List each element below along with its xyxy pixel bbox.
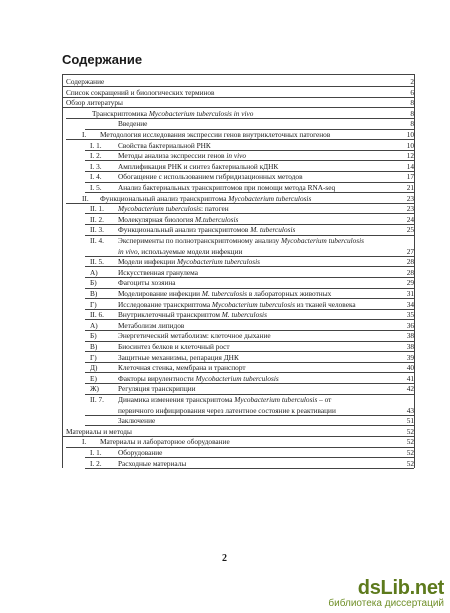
toc-entry-title: Расходные материалы bbox=[118, 458, 187, 468]
toc-entry-number: I. bbox=[82, 437, 87, 447]
toc-entry-number: I. 4. bbox=[90, 172, 102, 182]
toc-entry-number: I. bbox=[82, 130, 87, 139]
toc-entry-title: Защитные механизмы, репарация ДНК bbox=[118, 352, 239, 362]
toc-entry-title: Клеточная стенка, мембрана и транспорт bbox=[118, 363, 246, 373]
toc-entry-title: Метаболизм липидов bbox=[118, 320, 185, 330]
toc-entry-page: 14 bbox=[406, 161, 414, 171]
page-number: 2 bbox=[222, 553, 227, 564]
toc-entry-title: Материалы и лабораторное оборудование bbox=[100, 437, 230, 447]
toc-entry-title: Mycobacterium tuberculosis: патоген bbox=[118, 204, 229, 214]
rule-line-vertical bbox=[414, 74, 415, 468]
toc-entry-page: 36 bbox=[406, 320, 414, 330]
toc-entry-number: Г) bbox=[90, 352, 97, 362]
toc-entry-number: II. 7. bbox=[90, 395, 104, 404]
toc-entry-number: II. bbox=[82, 193, 89, 203]
toc-entry-page: 10 bbox=[406, 130, 414, 139]
rule-line bbox=[62, 74, 414, 75]
toc-entry-title: Список сокращений и биологических терминов bbox=[66, 87, 215, 97]
toc-entry-number: II. 4. bbox=[90, 236, 104, 245]
page-title: Содержание bbox=[62, 52, 143, 67]
toc-entry-title: Содержание bbox=[66, 77, 105, 86]
toc-entry-page: 8 bbox=[410, 108, 414, 118]
toc-entry-number: II. 3. bbox=[90, 225, 104, 235]
toc-entry-number: I. 2. bbox=[90, 151, 102, 161]
toc-entry-number: Ж) bbox=[90, 384, 99, 394]
toc-entry-page: 42 bbox=[406, 384, 414, 394]
toc-entry-title: Функциональный анализ транскриптомов M. tuberculosis bbox=[118, 225, 296, 235]
toc-entry-number: Б) bbox=[90, 331, 97, 341]
toc-entry-page: 31 bbox=[406, 289, 414, 298]
toc-entry-number: Е) bbox=[90, 373, 97, 383]
toc-entry-page: 12 bbox=[406, 151, 414, 161]
watermark bbox=[328, 577, 444, 609]
watermark-logo: dsLib.net bbox=[357, 577, 444, 599]
toc-entry-number: II. 6. bbox=[90, 310, 104, 320]
toc-entry-number: I. 3. bbox=[90, 161, 102, 171]
toc-entry-title: Модели инфекции Mycobacterium tuberculosis bbox=[118, 257, 260, 267]
toc-entry-number: II. 1. bbox=[90, 204, 104, 214]
toc-entry[interactable] bbox=[0, 236, 450, 257]
toc-entry-number: I. 2. bbox=[90, 458, 102, 468]
toc-entry-title: Функциональный анализ транскриптома Mycobacterium tuberculosis bbox=[100, 193, 312, 203]
toc-entry-number: А) bbox=[90, 320, 98, 330]
toc-entry-page: 35 bbox=[406, 310, 414, 320]
toc-entry-number: А) bbox=[90, 267, 98, 277]
toc-entry-page: 41 bbox=[406, 373, 414, 383]
toc-entry-page: 25 bbox=[406, 225, 414, 235]
toc-entry-page: 52 bbox=[406, 426, 414, 436]
toc-entry-page: 38 bbox=[406, 331, 414, 341]
toc-entry-page: 29 bbox=[406, 278, 414, 288]
toc-entry-page: 52 bbox=[406, 448, 414, 457]
toc-entry-page: 21 bbox=[406, 183, 414, 192]
toc-entry-title: Внутриклеточный транскриптом M. tuberculosis bbox=[118, 310, 267, 320]
toc-entry-page: 23 bbox=[406, 193, 414, 203]
toc-entry-number: I. 1. bbox=[90, 448, 102, 457]
toc-entry-page: 28 bbox=[406, 257, 414, 267]
toc-entry-number: Б) bbox=[90, 278, 97, 288]
toc-entry-title: Исследование транскриптома Mycobacterium tuberculosis из тканей человека bbox=[118, 299, 356, 309]
toc-entry-title: Оборудование bbox=[118, 448, 163, 457]
toc-entry-title: Транскриптомика Mycobacterium tuberculosis in vivo bbox=[92, 108, 254, 118]
toc-entry-number: Д) bbox=[90, 363, 98, 373]
toc-entry-number: II. 2. bbox=[90, 214, 104, 224]
toc-entry-title: Регуляция транскрипции bbox=[118, 384, 196, 394]
toc-entry-page: 8 bbox=[410, 119, 414, 129]
toc-entry-title: Свойства бактериальной РНК bbox=[118, 140, 211, 150]
rule-line-vertical bbox=[62, 74, 63, 468]
toc-entry-number: Г) bbox=[90, 299, 97, 309]
toc-entry-title: Анализ бактериальных транскриптомов при помощи метода RNA-seq bbox=[118, 183, 336, 192]
toc-entry-page: 52 bbox=[406, 437, 414, 447]
toc-entry-page: 6 bbox=[410, 87, 414, 97]
watermark-subtitle: библиотека диссертаций bbox=[328, 598, 444, 609]
toc-entry-number: II. 5. bbox=[90, 257, 104, 267]
toc-entry-title: Фагоциты хозяина bbox=[118, 278, 176, 288]
toc-entry-title: Факторы вирулентности Mycobacterium tuberculosis bbox=[118, 373, 279, 383]
rule-line bbox=[85, 468, 414, 469]
toc-entry-page: 17 bbox=[406, 172, 414, 182]
toc-entry-title: Материалы и методы bbox=[66, 426, 132, 436]
toc-entry-page: 51 bbox=[406, 416, 414, 426]
toc-entry-title: Моделирование инфекции M. tuberculosis в лабораторных животных bbox=[118, 289, 332, 298]
toc-entry-number: В) bbox=[90, 342, 98, 351]
toc-entry-page: 23 bbox=[406, 204, 414, 214]
toc-entry-title-cont: in vivo, используемые модели инфекции bbox=[118, 246, 243, 256]
toc-entry-title: Обогащение с использованием гибридизационных методов bbox=[118, 172, 303, 182]
toc-entry-page: 43 bbox=[406, 405, 414, 415]
toc-entry-title: Методология исследования экспрессии генов внутриклеточных патогенов bbox=[100, 130, 331, 139]
toc-entry-title: Энергетический метаболизм: клеточное дыхание bbox=[118, 331, 271, 341]
toc-entry-title: Амплификация РНК и синтез бактериальной кДНК bbox=[118, 161, 279, 171]
toc-entry-title-cont: первичного инфицирования через латентное состояние к реактивации bbox=[118, 405, 336, 415]
toc-entry-title: Молекулярная биология M.tuberculosis bbox=[118, 214, 239, 224]
toc-entry-title: Биосинтез белков и клеточный рост bbox=[118, 342, 230, 351]
toc-entry-page: 34 bbox=[406, 299, 414, 309]
toc-entry-page: 24 bbox=[406, 214, 414, 224]
toc-entry-page: 39 bbox=[406, 352, 414, 362]
toc-entry-title: Искусственная гранулема bbox=[118, 267, 198, 277]
toc-entry-number: В) bbox=[90, 289, 98, 298]
toc-entry-title: Динамика изменения транскриптома Mycobacterium tuberculosis – от bbox=[118, 395, 332, 404]
toc-entry-number: I. 5. bbox=[90, 183, 102, 192]
toc-entry-title: Обзор литературы bbox=[66, 98, 123, 108]
toc-entry-page: 28 bbox=[406, 267, 414, 277]
toc-entry-page: 40 bbox=[406, 363, 414, 373]
toc-entry-title: Эксперименты по полнотранскриптомному анализу Mycobacterium tuberculosis bbox=[118, 236, 364, 245]
toc-entry-number: I. 1. bbox=[90, 140, 102, 150]
toc-entry-page: 52 bbox=[406, 458, 414, 468]
toc-entry-title: Введение bbox=[118, 119, 148, 129]
toc-entry[interactable] bbox=[0, 395, 450, 416]
toc-entry-title: Методы анализа экспрессии генов in vivo bbox=[118, 151, 246, 161]
toc-entry-page: 8 bbox=[410, 98, 414, 108]
toc-entry-title: Заключение bbox=[118, 416, 156, 426]
toc-entry-page: 10 bbox=[406, 140, 414, 150]
toc-entry-page: 27 bbox=[406, 246, 414, 256]
toc-entry-page: 38 bbox=[406, 342, 414, 351]
toc-entry-page: 2 bbox=[410, 77, 414, 86]
